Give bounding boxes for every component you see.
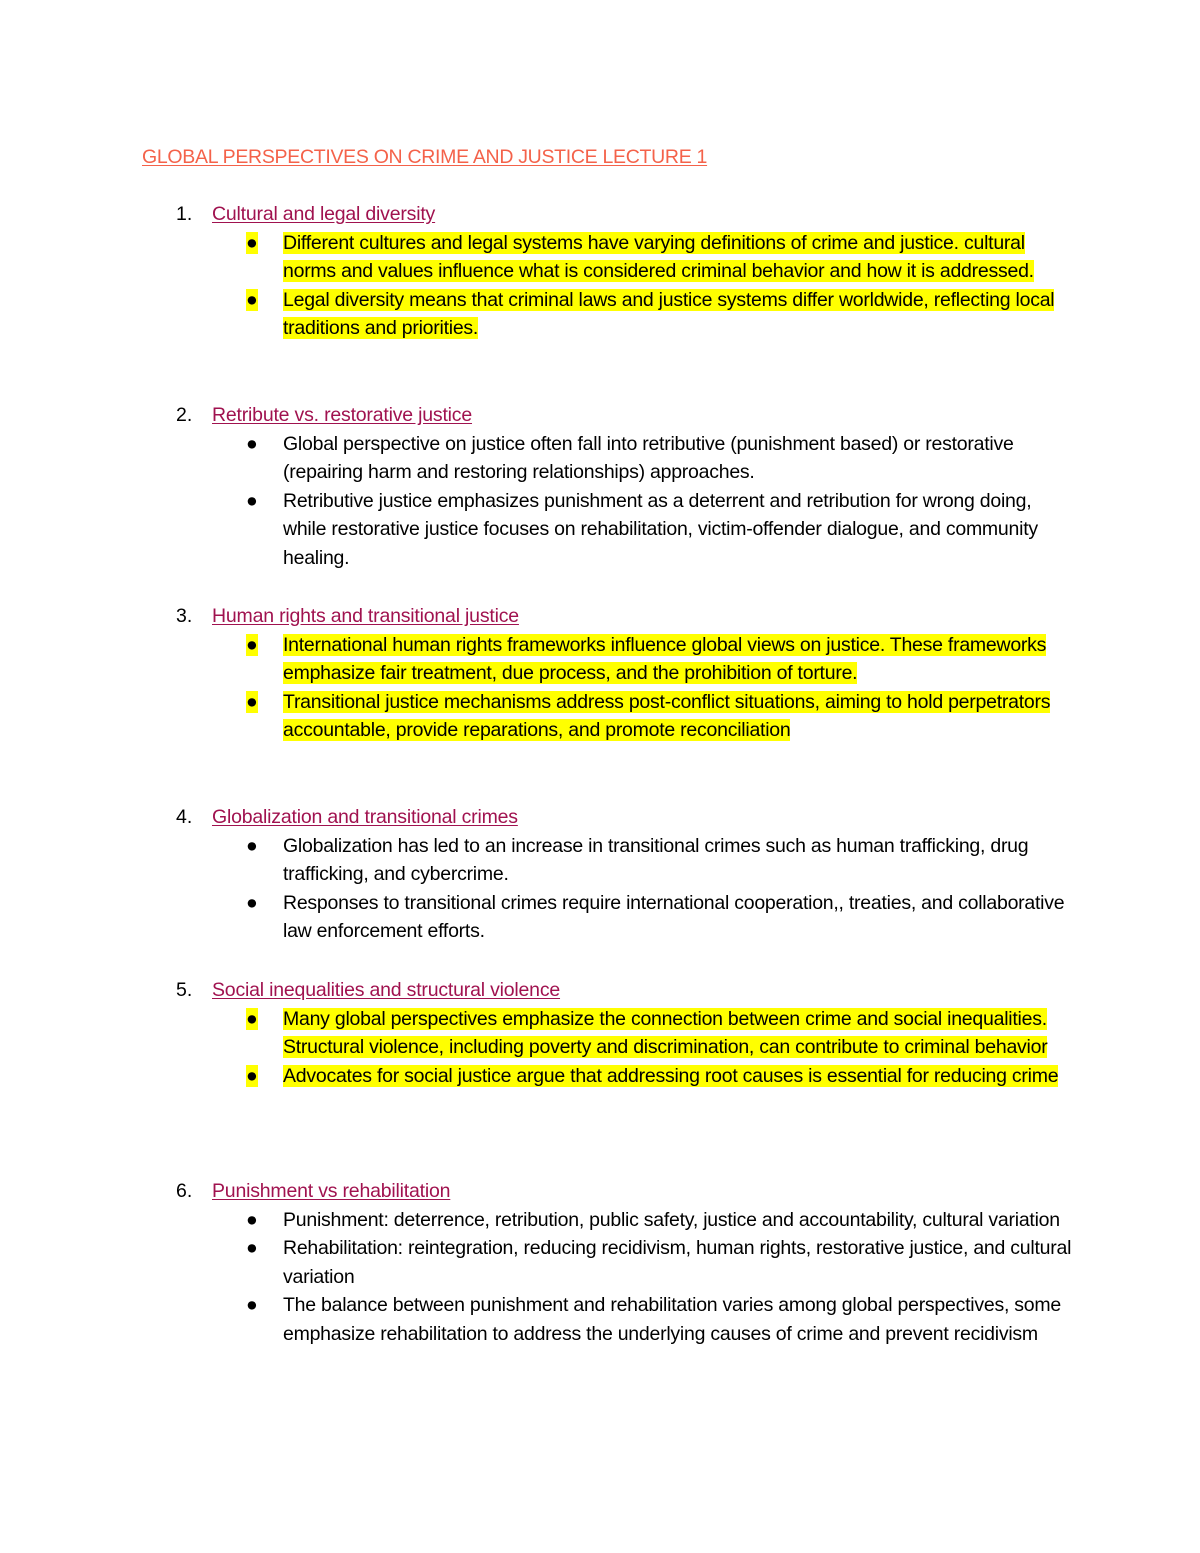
list-item xyxy=(0,889,1200,946)
bullet-list xyxy=(0,430,1200,573)
bullet-text: Legal diversity means that criminal laws and justice systems differ worldwide, reflecting local traditions and priorities. xyxy=(283,288,1055,339)
bullet-icon: ● xyxy=(246,231,258,254)
bullet-text: International human rights frameworks influence global views on justice. These frameworks emphasize fair treatment, due process, and the prohibition of torture. xyxy=(283,633,1047,684)
list-item xyxy=(0,286,1200,343)
section-number: 6. xyxy=(176,1180,193,1202)
list-item xyxy=(0,1291,1200,1348)
section-heading: Social inequalities and structural violence xyxy=(212,979,561,1001)
bullet-icon: ● xyxy=(246,1208,258,1231)
bullet-icon: ● xyxy=(246,834,258,857)
list-item xyxy=(0,430,1200,487)
list-item xyxy=(0,1234,1200,1291)
bullet-text: Advocates for social justice argue that addressing root causes is essential for reducing crime xyxy=(283,1064,1059,1087)
bullet-icon: ● xyxy=(246,288,258,311)
bullet-icon: ● xyxy=(246,633,258,656)
list-item xyxy=(0,688,1200,745)
section-heading: Cultural and legal diversity xyxy=(212,203,436,225)
bullet-icon: ● xyxy=(246,891,258,914)
bullet-icon: ● xyxy=(246,1007,258,1030)
bullet-list xyxy=(0,832,1200,946)
section-number: 1. xyxy=(176,203,193,225)
bullet-icon: ● xyxy=(246,432,258,455)
list-item xyxy=(0,1005,1200,1062)
list-item xyxy=(0,832,1200,889)
bullet-list xyxy=(0,631,1200,745)
bullet-text: Many global perspectives emphasize the connection between crime and social inequalities. Structural violence, including poverty and discrimination, can contribute to criminal behavior xyxy=(283,1007,1048,1058)
section-heading: Globalization and transitional crimes xyxy=(212,806,518,828)
bullet-text: The balance between punishment and rehabilitation varies among global perspectives, some emphasize rehabilitation to address the underlying causes of crime and prevent recidivism xyxy=(283,1294,1061,1345)
bullet-icon: ● xyxy=(246,1064,258,1087)
list-item xyxy=(0,229,1200,286)
bullet-list xyxy=(0,229,1200,343)
bullet-icon: ● xyxy=(246,1237,258,1259)
section-number: 4. xyxy=(176,806,193,828)
bullet-text: Retributive justice emphasizes punishment as a deterrent and retribution for wrong doing, while restorative justice focuses on rehabilitation, victim-offender dialogue, and community healing. xyxy=(283,489,1038,569)
bullet-icon: ● xyxy=(246,489,258,512)
list-item xyxy=(0,631,1200,688)
bullet-text: Transitional justice mechanisms address post-conflict situations, aiming to hold perpetrators accountable, provide reparations, and promote reconciliation xyxy=(283,690,1051,741)
bullet-list xyxy=(0,1005,1200,1091)
bullet-text: Punishment: deterrence, retribution, public safety, justice and accountability, cultural variation xyxy=(283,1208,1060,1231)
section-heading: Punishment vs rehabilitation xyxy=(212,1180,451,1202)
section-number: 2. xyxy=(176,404,193,426)
bullet-icon: ● xyxy=(246,690,258,713)
bullet-icon: ● xyxy=(246,1294,258,1316)
document-title: GLOBAL PERSPECTIVES ON CRIME AND JUSTICE LECTURE 1 xyxy=(142,146,708,168)
bullet-text: Global perspective on justice often fall into retributive (punishment based) or restorative (repairing harm and restoring relationships) approaches. xyxy=(283,432,1014,483)
bullet-text: Different cultures and legal systems have varying definitions of crime and justice. cultural norms and values influence what is considered criminal behavior and how it is addressed. xyxy=(283,231,1034,282)
bullet-text: Responses to transitional crimes require international cooperation,, treaties, and collaborative law enforcement efforts. xyxy=(283,891,1065,942)
bullet-list xyxy=(0,1206,1200,1349)
section-heading: Human rights and transitional justice xyxy=(212,605,519,627)
list-item xyxy=(0,487,1200,573)
section-number: 5. xyxy=(176,979,193,1001)
bullet-text: Globalization has led to an increase in transitional crimes such as human trafficking, drug trafficking, and cybercrime. xyxy=(283,834,1029,885)
list-item xyxy=(0,1062,1200,1091)
list-item xyxy=(0,1206,1200,1235)
section-heading: Retribute vs. restorative justice xyxy=(212,404,473,426)
section-number: 3. xyxy=(176,605,193,627)
bullet-text: Rehabilitation: reintegration, reducing recidivism, human rights, restorative justice, and cultural variation xyxy=(283,1237,1072,1288)
